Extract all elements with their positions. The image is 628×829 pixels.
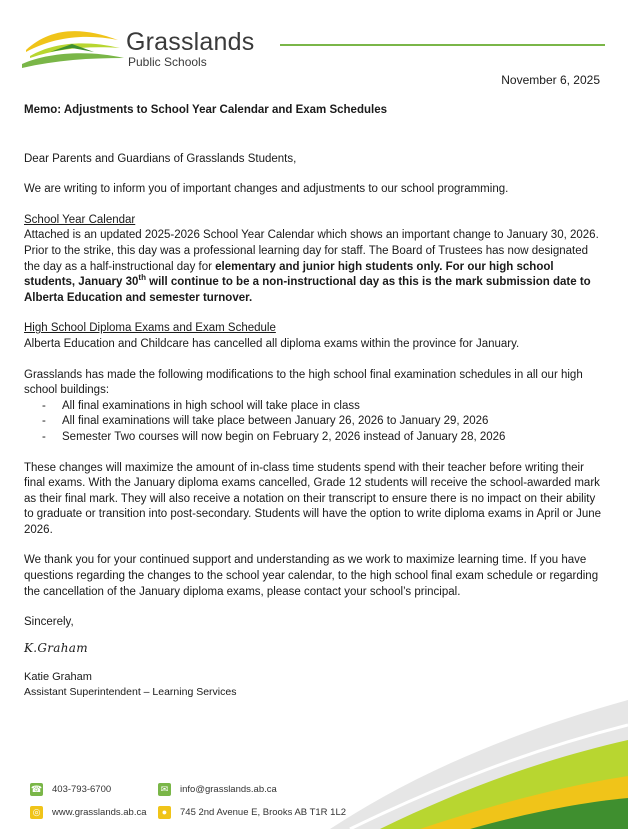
modifications-list [24, 399, 604, 446]
signer-title: Assistant Superintendent – Learning Services [24, 686, 237, 699]
globe-icon: ◎ [30, 806, 43, 819]
list-item: - All final examinations will take place between January 26, 2026 to January 29, 2026 [42, 414, 604, 430]
header-divider [280, 44, 605, 46]
phone-number: 403-793-6700 [52, 783, 112, 795]
impact-paragraph: These changes will maximize the amount of in-class time students spend with their teacher before writing their final exams. With the January diploma exams cancelled, Grade 12 students will receive the school-awarded mark as their final mark. They will also receive a notation on their transcript to ensure there is no impact on their ability to graduate or transition into post-secondary. Students will have the option to write diploma exams in April or June 2026. [24, 461, 602, 536]
diploma-heading: High School Diploma Exams and Exam Schedule [24, 322, 276, 335]
memo-title: Memo: Adjustments to School Year Calendar and Exam Schedules [24, 104, 387, 116]
website-link[interactable]: www.grasslands.ab.ca [52, 806, 147, 818]
footer-contacts [30, 780, 360, 825]
signer-name: Katie Graham [24, 671, 92, 684]
org-subtitle: Public Schools [128, 55, 207, 69]
contact-phone [30, 781, 111, 797]
intro-paragraph: We are writing to inform you of important changes and adjustments to our school programming. [24, 183, 509, 196]
contact-address [158, 804, 346, 820]
email-icon: ✉ [158, 783, 171, 796]
phone-icon: ☎ [30, 783, 43, 794]
calendar-text: Attached is an updated 2025-2026 School Year Calendar which shows an important change to January 30, 2026. Prior to the strike, this day was a professional learning day for staff. The Board of Trustees has now designated the day as a half-instructional day for [24, 229, 599, 273]
location-pin-icon: ● [158, 806, 171, 819]
org-name: Grasslands [126, 28, 255, 56]
address-text: 745 2nd Avenue E, Brooks AB T1R 1L2 [180, 806, 347, 818]
calendar-paragraph [24, 228, 604, 306]
list-item: - Semester Two courses will now begin on February 2, 2026 instead of January 28, 2026 [42, 430, 604, 446]
thanks-paragraph: We thank you for your continued support and understanding as we work to maximize learning time. If you have questions regarding the changes to the school year calendar, to the high school final exam schedule or regarding the cancellation of the January diploma exams, please contact your school’s principal. [24, 554, 599, 598]
diploma-paragraph: Alberta Education and Childcare has cancelled all diploma exams within the province for January. [24, 337, 520, 350]
calendar-bold-text: elementary and junior high students only. For our high school students, January 30th will continue to be a non-instructional day as this is the mark submission date to Alberta Education and semester turnover. [24, 260, 591, 304]
memo-body [24, 103, 604, 700]
calendar-heading: School Year Calendar [24, 213, 136, 226]
contact-email [158, 781, 277, 797]
greeting: Dear Parents and Guardians of Grasslands Students, [24, 152, 297, 165]
letterhead [0, 0, 628, 87]
memo-date: November 6, 2025 [501, 73, 600, 87]
email-link[interactable]: info@grasslands.ab.ca [180, 783, 277, 795]
list-item: - All final examinations in high school will take place in class [42, 399, 604, 415]
contact-website [30, 804, 147, 820]
modifications-intro: Grasslands has made the following modifications to the high school final examination schedules in all our high school buildings: [24, 368, 583, 397]
grasslands-logo-icon [20, 22, 124, 70]
signature: K.Graham [24, 640, 88, 655]
closing: Sincerely, [24, 616, 74, 629]
